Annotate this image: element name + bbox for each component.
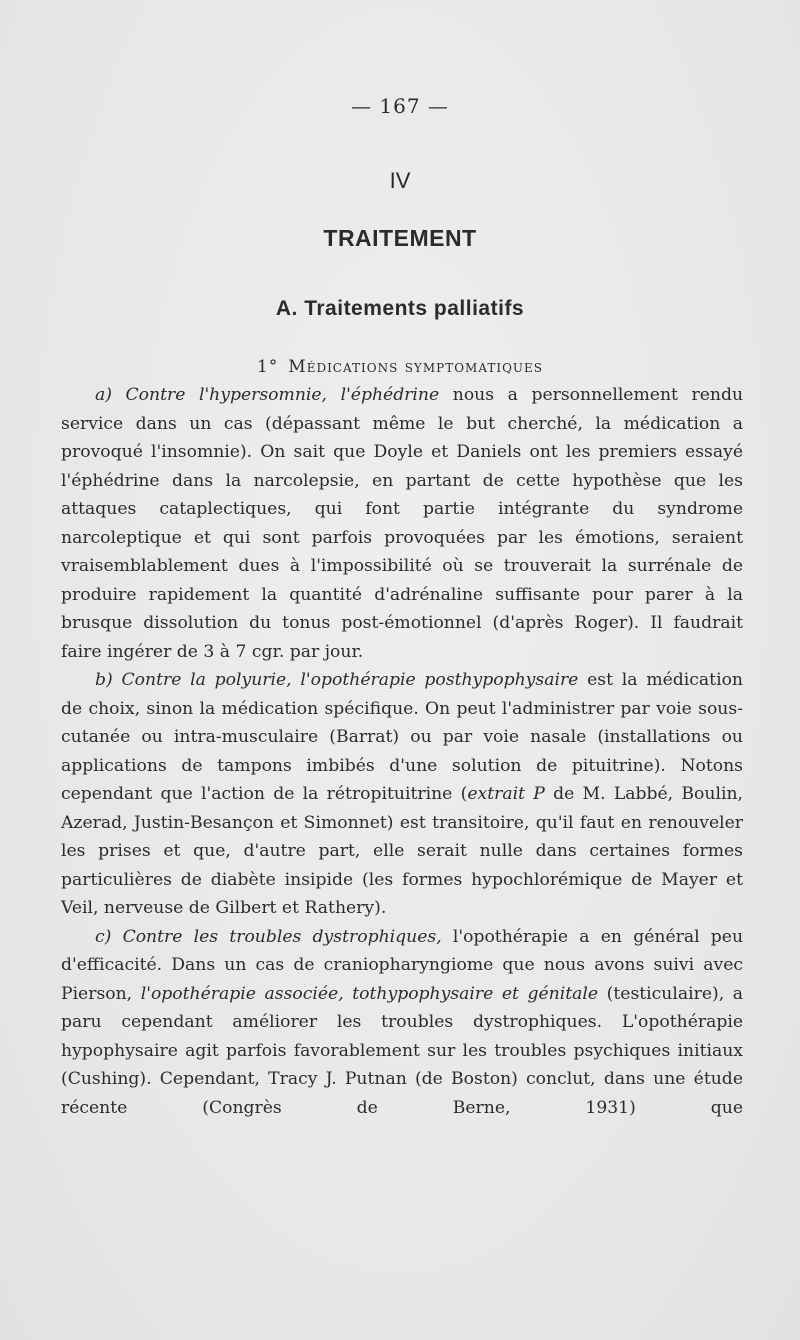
paragraph-b: [61, 666, 743, 923]
body-text: [61, 381, 743, 1122]
subsection-title: [0, 357, 800, 377]
chapter-title: TRAITEMENT: [323, 225, 477, 251]
paragraph-b-label: b): [95, 670, 113, 690]
paragraph-c-emphasis: l'opothérapie associée, tothypophysaire et génitale: [140, 983, 599, 1004]
paragraph-a-title: Contre l'hypersomnie, l'éphédrine: [125, 385, 440, 405]
paragraph-b-text-1: est la médication de choix, sinon la médication spécifique. On peut l'administrer par voie sous-cutanée ou intra-musculaire (Barrat) ou par voie nasale (installations ou applications de tampons imbibés d'une solution de pituitrine). Notons cependant que l'action de la rétropituitrine (: [61, 670, 743, 804]
paragraph-b-title: Contre la polyurie, l'opothérapie posthypophysaire: [121, 670, 579, 690]
paragraph-c-text-2: (testiculaire), a paru cependant améliorer les troubles dystrophiques. L'opothérapie hypophysaire agit parfois favorablement sur les troubles psychiques initiaux (Cushing). Cependant, Tracy J. Putnan (de Boston) conclut, dans une étude récente (Congrès de Berne, 1931) que: [61, 983, 743, 1118]
paragraph-c-text-1: l'opothérapie a en général peu d'efficacité. Dans un cas de craniopharyngiome que nous avons suivi avec Pierson,: [61, 926, 744, 1004]
paragraph-c-label: c): [95, 926, 112, 947]
section-title: A. Traitements palliatifs: [275, 297, 525, 320]
paragraph-a-text: nous a personnellement rendu service dans un cas (dépassant même le but cherché, la médication a provoqué l'insomnie). On sait que Doyle et Daniels ont les premiers essayé l'éphédrine dans la narcolepsie, en partant de cette hypothèse que les attaques cataplectiques, qui font partie intégrante du syndrome narcoleptique et qui sont parfois provoquées par les émotions, seraient vraisemblablement dues à l'impossibilité où se trouverait la surrénale de produire rapidement la quantité d'adrénaline suffisante pour parer à la brusque dissolution du tonus post-émotionnel (d'après Roger). Il faudrait faire ingérer de 3 à 7 cgr. par jour.: [61, 385, 744, 662]
page-number: — 167 —: [351, 94, 449, 118]
subsection-number: 1°: [256, 357, 279, 377]
paragraph-a-label: a): [95, 385, 112, 405]
paragraph-b-extract: extrait P: [467, 784, 545, 804]
paragraph-a: [61, 381, 743, 666]
chapter-number: IV: [389, 168, 411, 193]
paragraph-c-title: Contre les troubles dystrophiques,: [122, 926, 442, 947]
subsection-heading: Médications symptomatiques: [288, 357, 544, 377]
paragraph-c: [61, 923, 743, 1123]
paragraph-b-text-2: de M. Labbé, Boulin, Azerad, Justin-Besançon et Simonnet) est transitoire, qu'il faut en renouveler les prises et que, d'autre part, elle serait nulle dans certaines formes particulières de diabète insipide (les formes hypochlorémique de Mayer et Veil, nerveuse de Gilbert et Rathery).: [61, 784, 743, 918]
